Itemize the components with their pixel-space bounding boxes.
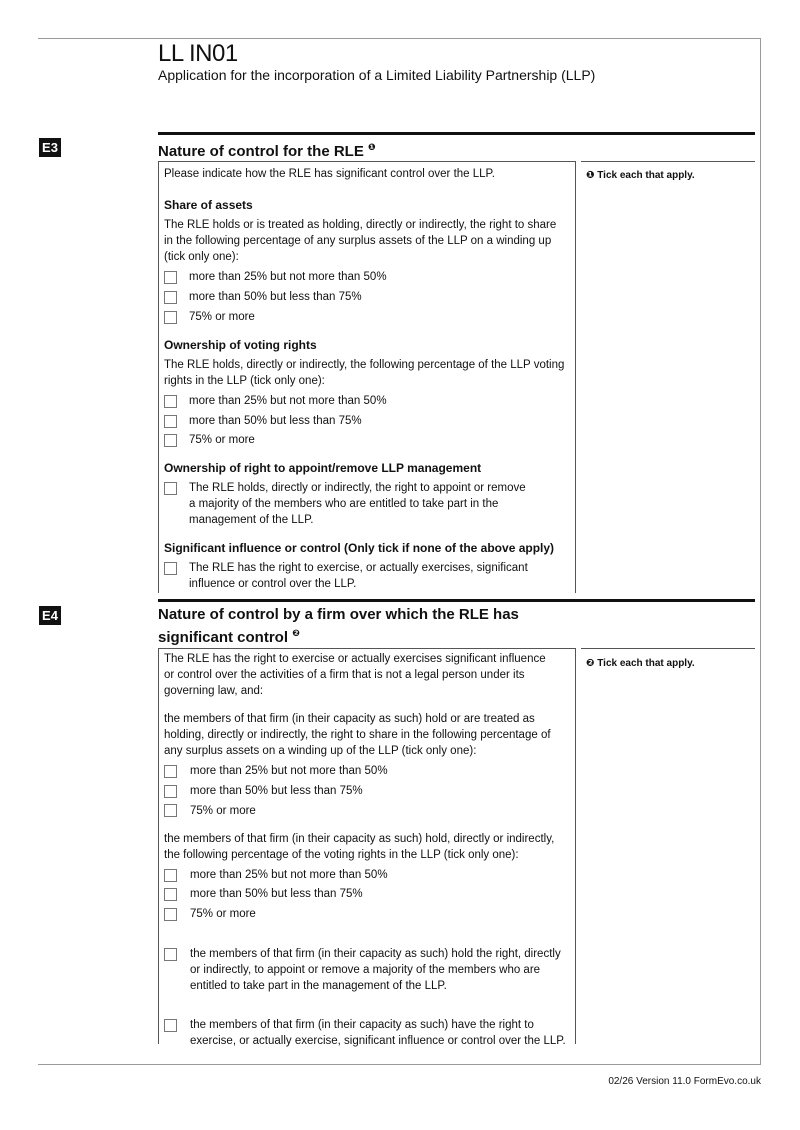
e4-share-option-1-label: more than 25% but not more than 50%	[190, 765, 388, 777]
e3-box-right	[575, 161, 576, 593]
e3-appoint-line-2: a majority of the members who are entitled to take part in the	[189, 498, 499, 510]
section-e4-title-line-2	[158, 624, 300, 647]
e3-share-option-3-label: 75% or more	[189, 311, 255, 323]
e3-share-heading: Share of assets	[164, 198, 253, 212]
e4-share-option-3-label: 75% or more	[190, 805, 256, 817]
e4-share-option-2-label: more than 50% but less than 75%	[190, 785, 363, 797]
section-e4-title-line-1: Nature of control by a firm over which the RLE has	[158, 606, 519, 623]
e4-note-top	[581, 648, 755, 649]
section-e4-badge: E4	[39, 606, 61, 625]
e4-voting-line-2: the following percentage of the voting rights in the LLP (tick only one):	[164, 849, 519, 861]
e4-share-line-3: any surplus assets on a winding up of the LLP (tick only one):	[164, 745, 477, 757]
section-e4-note-marker: ❷	[292, 628, 300, 638]
e4-intro-line-2: or control over the activities of a firm that is not a legal person under its	[164, 669, 525, 681]
e4-influence-line-1: the members of that firm (in their capacity as such) have the right to	[190, 1019, 534, 1031]
e4-share-line-2: holding, directly or indirectly, the right to share in the following percentage of	[164, 729, 551, 741]
e4-share-option-1-checkbox[interactable]	[164, 765, 177, 778]
e3-voting-option-3-label: 75% or more	[189, 434, 255, 446]
e4-appoint-line-2: or indirectly, to appoint or remove a majority of the members who are	[190, 964, 541, 976]
e3-voting-option-3-checkbox[interactable]	[164, 434, 177, 447]
e3-influence-line-1: The RLE has the right to exercise, or actually exercises, significant	[189, 562, 528, 574]
e4-share-option-2-checkbox[interactable]	[164, 785, 177, 798]
e4-box-left	[158, 648, 159, 1044]
e3-voting-option-2-label: more than 50% but less than 75%	[189, 415, 362, 427]
e3-voting-option-1-checkbox[interactable]	[164, 395, 177, 408]
e3-share-option-2-checkbox[interactable]	[164, 291, 177, 304]
e3-share-line-3: (tick only one):	[164, 251, 239, 263]
e3-share-line-2: in the following percentage of any surplus assets of the LLP on a winding up	[164, 235, 552, 247]
section-e3-rule	[158, 132, 755, 135]
form-code: LL IN01	[158, 40, 238, 67]
e4-influence-checkbox[interactable]	[164, 1019, 177, 1032]
e3-note-top	[581, 161, 755, 162]
e3-influence-line-2: influence or control over the LLP.	[189, 578, 357, 590]
section-e3-badge: E3	[39, 138, 61, 157]
e3-influence-heading: Significant influence or control (Only tick if none of the above apply)	[164, 541, 555, 555]
e4-influence-line-2: exercise, or actually exercise, significant influence or control over the LLP.	[190, 1035, 566, 1047]
e3-intro: Please indicate how the RLE has significant control over the LLP.	[164, 168, 495, 180]
e4-voting-option-1-checkbox[interactable]	[164, 869, 177, 882]
e3-appoint-line-1: The RLE holds, directly or indirectly, the right to appoint or remove	[189, 482, 526, 494]
e4-voting-option-3-checkbox[interactable]	[164, 908, 177, 921]
e3-box-top	[158, 161, 575, 162]
e4-share-option-3-checkbox[interactable]	[164, 804, 177, 817]
form-subtitle: Application for the incorporation of a Limited Liability Partnership (LLP)	[158, 67, 596, 83]
e3-share-line-1: The RLE holds or is treated as holding, directly or indirectly, the right to share	[164, 219, 557, 231]
section-e4-title-text: significant control	[158, 629, 289, 646]
e4-appoint-checkbox[interactable]	[164, 948, 177, 961]
e4-voting-option-1-label: more than 25% but not more than 50%	[190, 869, 388, 881]
section-e3-title	[158, 138, 376, 161]
e3-note: ❶ Tick each that apply.	[586, 170, 695, 181]
e3-influence-checkbox[interactable]	[164, 562, 177, 575]
e4-appoint-line-1: the members of that firm (in their capacity as such) hold the right, directly	[190, 948, 561, 960]
e3-appoint-heading: Ownership of right to appoint/remove LLP management	[164, 461, 482, 475]
e3-share-option-3-checkbox[interactable]	[164, 311, 177, 324]
page-frame-bottom	[38, 1064, 761, 1065]
e3-share-option-2-label: more than 50% but less than 75%	[189, 291, 362, 303]
section-e3-note-marker: ❶	[368, 142, 376, 152]
e4-intro-line-1: The RLE has the right to exercise or actually exercises significant influence	[164, 653, 546, 665]
e3-voting-heading: Ownership of voting rights	[164, 338, 317, 352]
section-e4-rule	[158, 599, 755, 602]
e4-voting-line-1: the members of that firm (in their capacity as such) hold, directly or indirectly,	[164, 833, 555, 845]
e3-share-option-1-label: more than 25% but not more than 50%	[189, 271, 387, 283]
e4-box-right	[575, 648, 576, 1044]
page-frame-top	[38, 38, 761, 39]
e4-share-line-1: the members of that firm (in their capacity as such) hold or are treated as	[164, 713, 535, 725]
e3-voting-option-1-label: more than 25% but not more than 50%	[189, 395, 387, 407]
e3-voting-line-2: rights in the LLP (tick only one):	[164, 375, 325, 387]
e4-intro-line-3: governing law, and:	[164, 685, 264, 697]
e3-voting-line-1: The RLE holds, directly or indirectly, the following percentage of the LLP voting	[164, 359, 565, 371]
e4-voting-option-3-label: 75% or more	[190, 908, 256, 920]
e4-box-top	[158, 648, 575, 649]
e3-share-option-1-checkbox[interactable]	[164, 271, 177, 284]
footer-version: 02/26 Version 11.0 FormEvo.co.uk	[608, 1076, 761, 1087]
e4-appoint-line-3: entitled to take part in the management of the LLP.	[190, 980, 447, 992]
e4-voting-option-2-label: more than 50% but less than 75%	[190, 888, 363, 900]
page-frame-right	[760, 38, 761, 1065]
e3-voting-option-2-checkbox[interactable]	[164, 415, 177, 428]
e4-note: ❷ Tick each that apply.	[586, 658, 695, 669]
e3-appoint-checkbox[interactable]	[164, 482, 177, 495]
e3-box-left	[158, 161, 159, 593]
e3-appoint-line-3: management of the LLP.	[189, 514, 314, 526]
section-e3-title-text: Nature of control for the RLE	[158, 143, 364, 160]
e4-voting-option-2-checkbox[interactable]	[164, 888, 177, 901]
